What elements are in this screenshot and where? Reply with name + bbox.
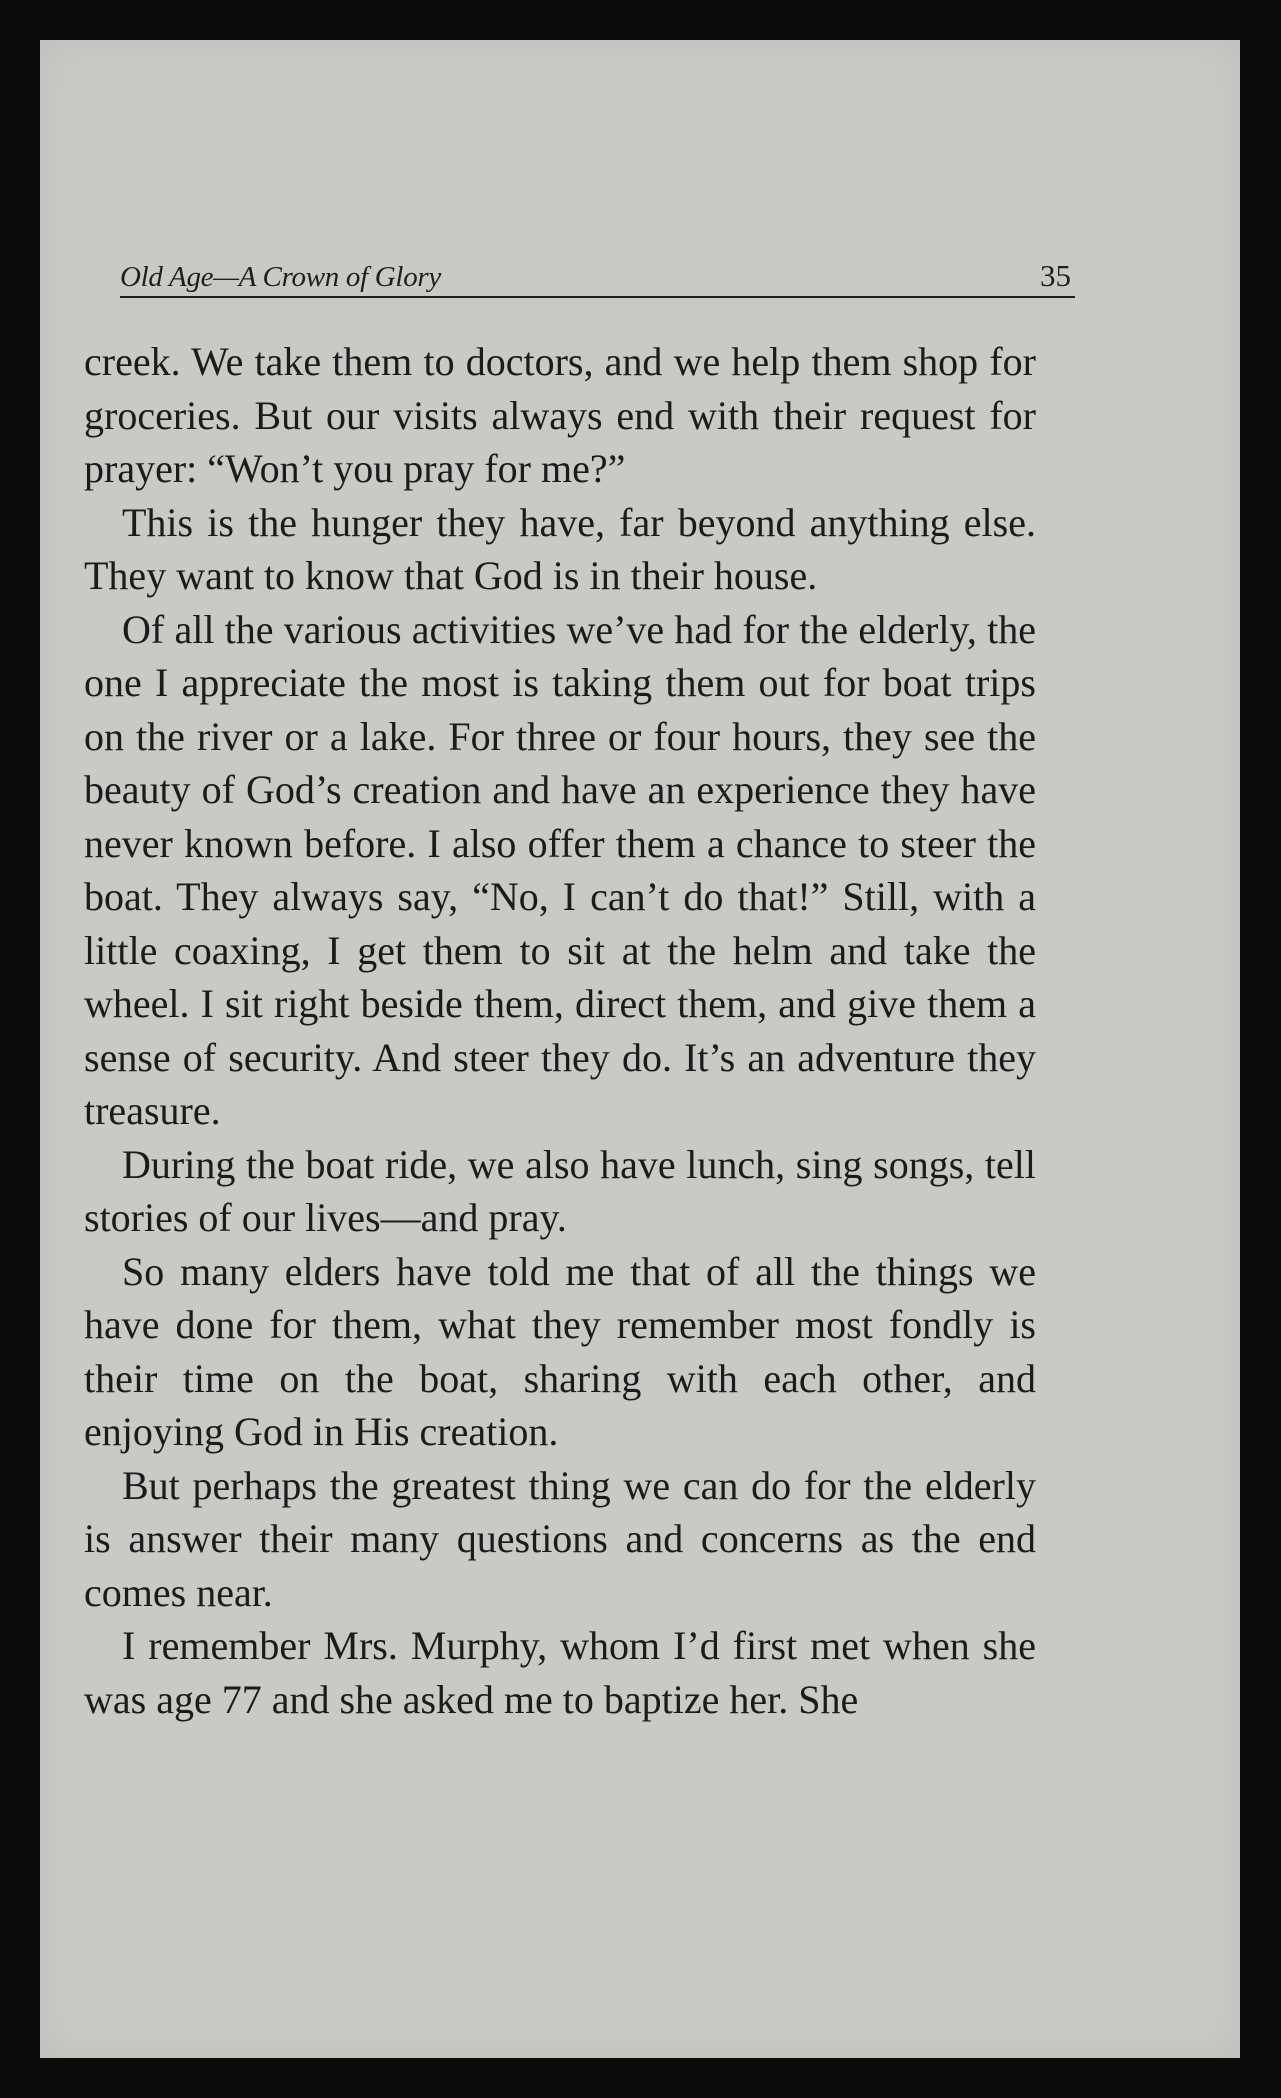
running-title: Old Age—A Crown of Glory bbox=[120, 261, 441, 293]
page-number: 35 bbox=[1040, 258, 1071, 293]
paragraph: During the boat ride, we also have lunch, sing songs, tell stories of our lives—and pray. bbox=[84, 1141, 1036, 1240]
paragraph: Of all the various activities we’ve had for the elderly, the one I appreciate the most is taking them out for boat trips on the river or a lake. For three or four hours, they see the beauty of God’s creation and have an experience they have never known before. I also offer them a chance to steer the boat. They always say, “No, I can’t do that!” Still, with a little coaxing, I get them to sit at the helm and take the wheel. I sit right beside them, direct them, and give them a sense of security. And steer they do. It’s an adventure they treasure. bbox=[84, 606, 1036, 1133]
paragraph: But perhaps the greatest thing we can do for the elderly is answer their many questions and concerns as the end comes near. bbox=[84, 1462, 1036, 1615]
running-header bbox=[120, 258, 1075, 298]
paragraph: So many elders have told me that of all the things we have done for them, what they remember most fondly is their time on the boat, sharing with each other, and enjoying God in His creation. bbox=[84, 1248, 1036, 1454]
paragraph: I remember Mrs. Murphy, whom I’d first met when she was age 77 and she asked me to baptize her. She bbox=[84, 1623, 1036, 1722]
paragraph: This is the hunger they have, far beyond anything else. They want to know that God is in their house. bbox=[84, 499, 1036, 598]
body-text bbox=[84, 335, 1036, 1726]
paragraph-continuation: creek. We take them to doctors, and we help them shop for groceries. But our visits always end with their request for prayer: “Won’t you pray for me?” bbox=[84, 339, 1036, 491]
